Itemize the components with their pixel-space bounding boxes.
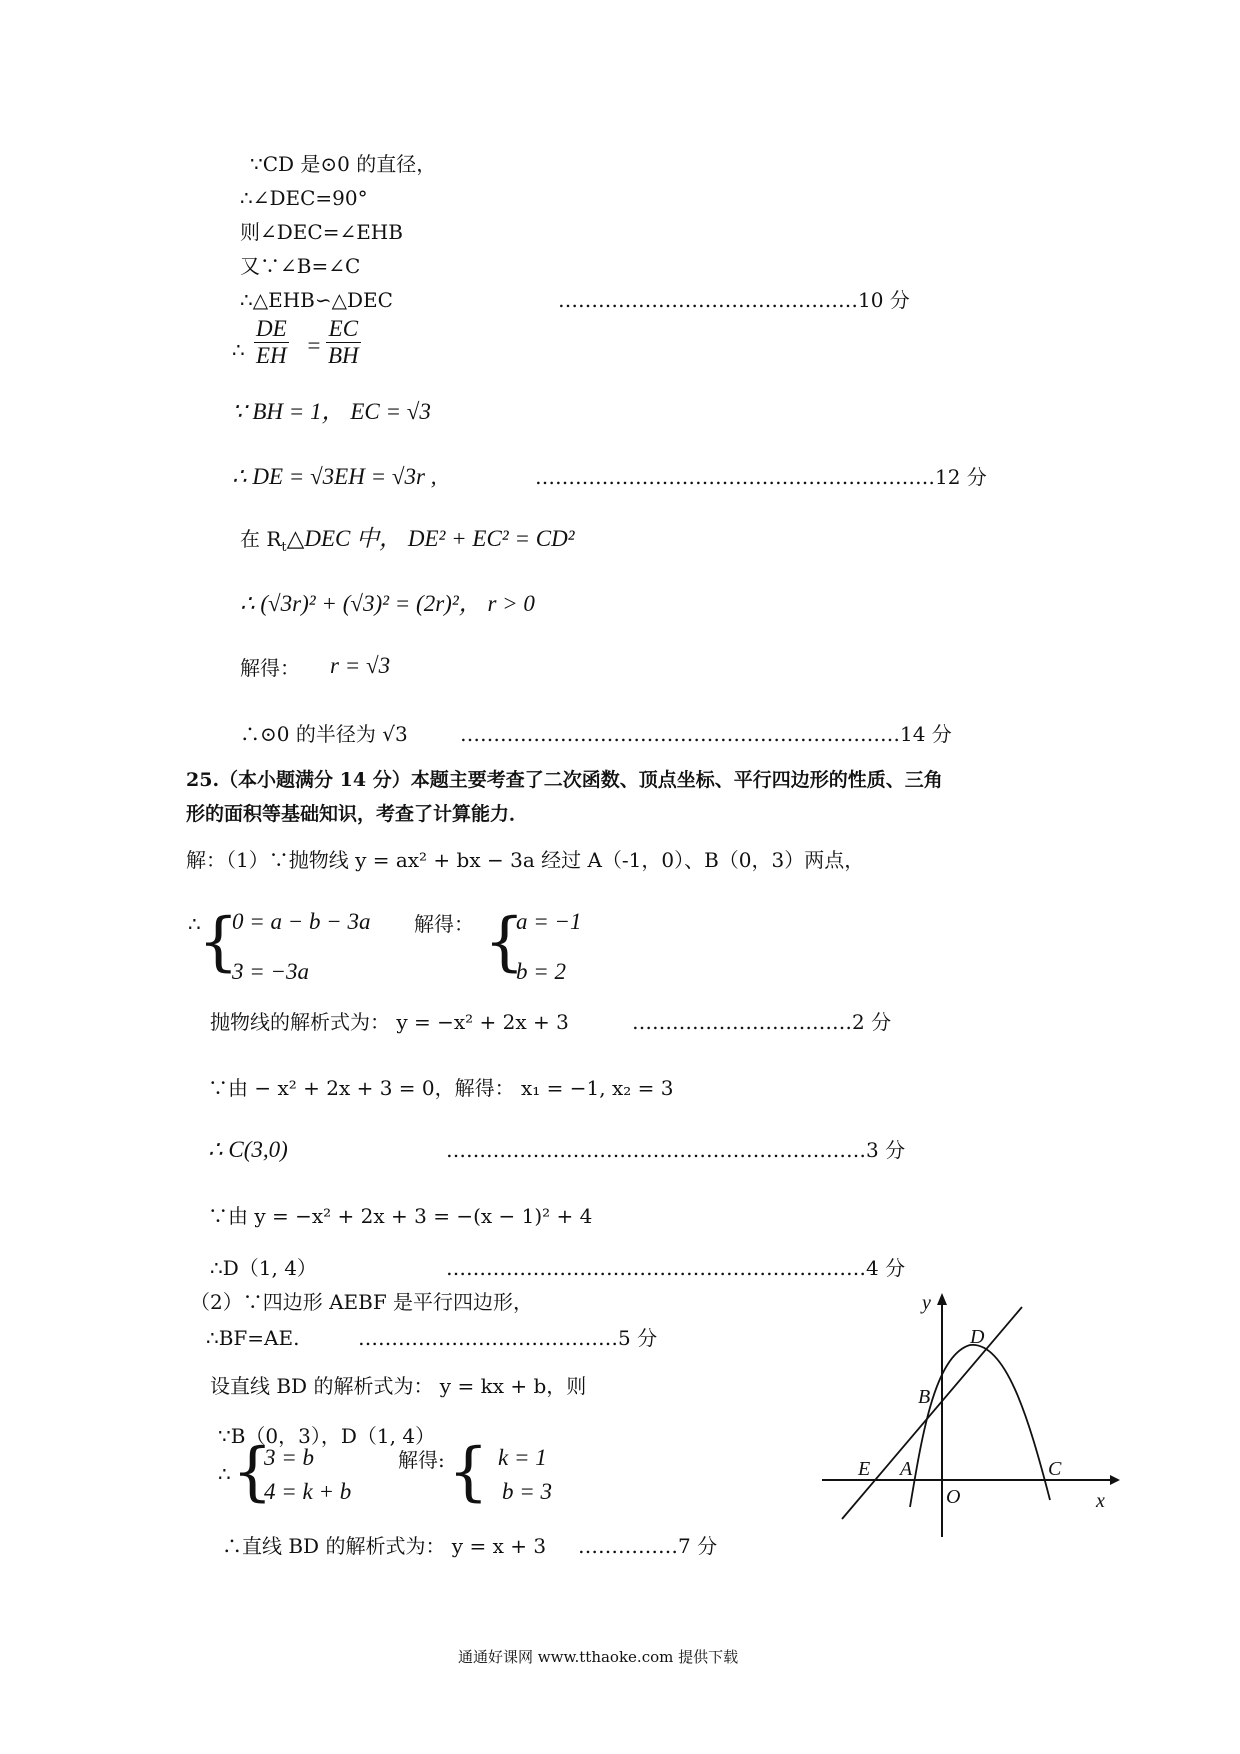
line-angle-equal: 则∠DEC=∠EHB [240,220,403,244]
therefore-symbol: ∴ [218,1462,231,1486]
fraction-denominator: BH [328,343,359,368]
score-14: …………………………………………………………14 分 [460,722,952,746]
bf-ae-line: ∴BF=AE. [206,1326,300,1350]
left-brace: { [448,1435,489,1509]
line-r-value: r = √3 [330,653,391,678]
solution-step-1: 解：（1）∵抛物线 y = ax² + bx − 3a 经过 A（-1，0）、B（0，3）两点， [186,848,865,872]
vertex-form-line: ∵由 y = −x² + 2x + 3 = −(x − 1)² + 4 [208,1204,593,1228]
score-3: ………………………………………………………3 分 [446,1138,906,1162]
line-similar-triangles: ∴△EHB∽△DEC [240,288,393,312]
problem-header-line2: 形的面积等基础知识，考查了计算能力． [186,803,529,825]
line-bd-setup: 设直线 BD 的解析式为： y = kx + b，则 [210,1374,587,1398]
parabola-figure [810,1285,1130,1570]
score-7: ……………7 分 [578,1534,718,1558]
score-5: …………………………………5 分 [358,1326,658,1350]
system2-eq2: b = 2 [516,959,567,984]
line-bh-ec: ∵ BH = 1， EC = √3 [232,399,431,424]
system4-eq1: k = 1 [498,1445,547,1470]
system1-eq2: 3 = −3a [232,959,310,984]
left-brace: { [198,905,239,979]
system1-eq1: 0 = a − b − 3a [232,909,371,934]
line-bd-result: ∴直线 BD 的解析式为： y = x + 3 [222,1534,547,1558]
system2-eq1: a = −1 [516,909,582,934]
text-fragment: △DEC 中， DE² + EC² = CD² [286,526,575,551]
therefore-symbol: ∴ [232,338,245,362]
solve-label: 解得： [414,912,474,936]
text-fragment: 在 R [240,527,282,551]
score-2: ……………………………2 分 [632,1010,892,1034]
label-c: C [1048,1458,1062,1480]
roots-line: ∵由 − x² + 2x + 3 = 0，解得： x₁ = −1, x₂ = 3 [208,1076,674,1100]
line-bd [842,1307,1022,1519]
fraction-de-eh [254,316,289,369]
problem-header-line1: 25.（本小题满分 14 分）本题主要考查了二次函数、顶点坐标、平行四边形的性质、三角 [186,769,943,791]
line-angle-dec-90: ∴∠DEC=90° [240,186,368,210]
score-10: ………………………………………10 分 [558,288,910,312]
parabola-expression: 抛物线的解析式为： y = −x² + 2x + 3 [210,1010,569,1034]
label-d: D [970,1326,985,1348]
point-d: ∴D（1, 4） [210,1256,317,1280]
system4-eq2: b = 3 [502,1479,553,1504]
line-solve-label: 解得： [240,656,300,680]
label-y: y [922,1292,931,1314]
score-12: ……………………………………………………12 分 [535,465,987,489]
line-de-value: ∴ DE = √3EH = √3r , [232,464,437,489]
page-footer: 通通好课网 www.tthaoke.com 提供下载 [458,1648,739,1666]
line-radius: ∴⊙0 的半径为 √3 [240,722,408,746]
label-b: B [918,1386,931,1408]
line-equation-r: ∴ (√3r)² + (√3)² = (2r)²， r > 0 [240,591,535,616]
label-o: O [946,1486,961,1508]
parallelogram-line: （2）∵四边形 AEBF 是平行四边形， [190,1290,534,1314]
subscript: t [281,540,287,555]
label-a: A [900,1458,913,1480]
fraction-denominator: EH [256,343,287,368]
line-right-triangle [240,527,575,560]
equals-sign: = [306,333,322,358]
fraction-numerator: EC [328,316,359,341]
y-axis-arrow-icon [937,1293,947,1305]
left-brace: { [232,1435,273,1509]
left-brace: { [484,905,525,979]
parabola-curve [910,1345,1050,1507]
point-c: ∴ C(3,0) [208,1137,288,1162]
solve-label: 解得: [398,1448,445,1472]
label-x: x [1096,1490,1105,1512]
system3-eq1: 3 = b [264,1445,315,1470]
line-cd-diameter: ∵CD 是⊙0 的直径， [250,152,437,176]
fraction-numerator: DE [256,316,287,341]
system3-eq2: 4 = k + b [264,1479,352,1504]
fraction-ec-bh [326,316,361,369]
x-axis-arrow-icon [1110,1475,1120,1485]
label-e: E [858,1458,871,1480]
therefore-symbol: ∴ [188,912,201,936]
score-4: ………………………………………………………4 分 [446,1256,906,1280]
points-b-d: ∵B（0，3），D（1, 4） [218,1424,436,1448]
line-angle-b-c: 又∵∠B=∠C [240,254,361,278]
